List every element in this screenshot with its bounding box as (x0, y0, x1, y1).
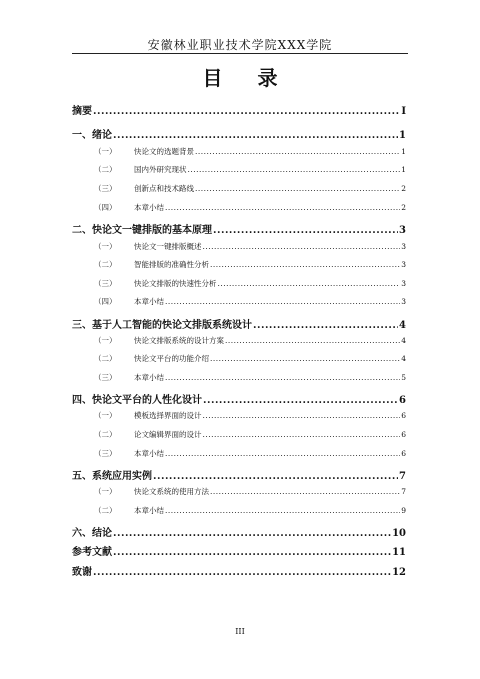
toc-dot-leader (203, 395, 398, 406)
toc-entry-page: 9 (401, 506, 406, 515)
toc-entry-number: （二） (94, 506, 117, 515)
toc-section-entry[interactable] (72, 429, 406, 440)
toc-entry-number: （二） (94, 165, 117, 174)
toc-entry-number: （一） (94, 147, 117, 156)
toc-dot-leader (188, 165, 401, 174)
toc-section-entry[interactable] (72, 259, 406, 270)
toc-dot-leader (113, 528, 391, 539)
toc-entry-label: 国内外研究现状 (134, 165, 187, 174)
toc-section-entry[interactable] (72, 335, 406, 346)
toc-section-entry[interactable] (72, 164, 406, 175)
toc-chapter-entry[interactable] (72, 221, 406, 236)
toc-entry-label: 模板选择界面的设计 (134, 411, 202, 420)
toc-entry-label: 快论文一键排版概述 (134, 242, 202, 251)
toc-section-entry[interactable] (72, 241, 406, 252)
toc-chapter-entry[interactable] (72, 102, 406, 117)
header-school-name: 安徽林业职业技术学院XXX学院 (147, 38, 333, 52)
toc-dot-leader (165, 203, 400, 212)
toc-entry-label: 智能排版的准确性分析 (134, 260, 209, 269)
toc-section-entry[interactable] (72, 296, 406, 307)
toc-dot-leader (113, 547, 391, 558)
toc-chapter-entry[interactable] (72, 391, 406, 406)
toc-entry-label: 六、结论 (72, 528, 112, 539)
toc-section-entry[interactable] (72, 448, 406, 459)
toc-dot-leader (195, 147, 400, 156)
toc-entry-page: 2 (401, 203, 406, 212)
toc-entry-label: 快论文的选题背景 (134, 147, 194, 156)
toc-entry-page: 6 (401, 430, 406, 439)
toc-entry-page: 1 (399, 130, 406, 141)
toc-dot-leader (93, 567, 391, 578)
toc-dot-leader (93, 106, 400, 117)
toc-entry-page: 1 (401, 165, 406, 174)
toc-entry-label: 创新点和技术路线 (134, 184, 194, 193)
toc-entry-label: 摘要 (72, 106, 92, 117)
toc-entry-label: 本章小结 (134, 506, 164, 515)
toc-dot-leader (165, 373, 400, 382)
toc-entry-page: 3 (401, 297, 406, 306)
toc-entry-label: 快论文系统的使用方法 (134, 487, 209, 496)
toc-entry-label: 论文编辑界面的设计 (134, 430, 202, 439)
toc-entry-page: I (401, 106, 406, 117)
toc-entry-number: （三） (94, 279, 117, 288)
toc-entry-page: 5 (401, 373, 406, 382)
toc-chapter-entry[interactable] (72, 126, 406, 141)
toc-entry-number: （二） (94, 430, 117, 439)
toc-entry-number: （二） (94, 260, 117, 269)
toc-dot-leader (165, 297, 400, 306)
toc-dot-leader (210, 354, 400, 363)
toc-section-entry[interactable] (72, 202, 406, 213)
toc-entry-page: 4 (401, 354, 406, 363)
toc-dot-leader (210, 260, 400, 269)
toc-chapter-entry[interactable] (72, 467, 406, 482)
footer-page-number: III (235, 627, 245, 636)
toc-entry-page: 11 (392, 547, 406, 558)
toc-entry-page: 3 (401, 260, 406, 269)
toc-entry-label: 快论文平台的功能介绍 (134, 354, 209, 363)
toc-entry-page: 6 (401, 411, 406, 420)
toc-chapter-entry[interactable] (72, 524, 406, 539)
toc-entry-label: 本章小结 (134, 449, 164, 458)
toc-dot-leader (153, 471, 398, 482)
toc-entry-number: （三） (94, 449, 117, 458)
toc-entry-page: 4 (399, 320, 406, 331)
toc-dot-leader (203, 411, 401, 420)
toc-entry-page: 3 (401, 242, 406, 251)
toc-entry-label: 参考文献 (72, 547, 112, 558)
toc-entry-page: 1 (401, 147, 406, 156)
toc-entry-page: 12 (392, 567, 406, 578)
toc-section-entry[interactable] (72, 353, 406, 364)
toc-section-entry[interactable] (72, 486, 406, 497)
header-rule (72, 53, 408, 54)
toc-entry-label: 致谢 (72, 567, 92, 578)
toc-entry-label: 本章小结 (134, 297, 164, 306)
toc-dot-leader (213, 225, 398, 236)
toc-section-entry[interactable] (72, 146, 406, 157)
toc-entry-label: 快论文排版的快速性分析 (134, 279, 217, 288)
toc-entry-number: （一） (94, 487, 117, 496)
toc-entry-number: （一） (94, 242, 117, 251)
toc-section-entry[interactable] (72, 505, 406, 516)
toc-entry-number: （一） (94, 411, 117, 420)
toc-entry-label: 三、基于人工智能的快论文排版系统设计 (72, 320, 252, 331)
toc-section-entry[interactable] (72, 278, 406, 289)
toc-dot-leader (113, 130, 398, 141)
toc-dot-leader (195, 184, 400, 193)
toc-title: 目 录 (202, 66, 292, 90)
toc-entry-number: （二） (94, 354, 117, 363)
toc-chapter-entry[interactable] (72, 543, 406, 558)
toc-entry-page: 3 (401, 279, 406, 288)
toc-entry-number: （四） (94, 297, 117, 306)
toc-entry-page: 6 (399, 395, 406, 406)
toc-entry-label: 四、快论文平台的人性化设计 (72, 395, 202, 406)
toc-entry-page: 7 (401, 487, 406, 496)
toc-section-entry[interactable] (72, 183, 406, 194)
toc-entry-label: 快论文排版系统的设计方案 (134, 336, 224, 345)
toc-section-entry[interactable] (72, 410, 406, 421)
toc-entry-page: 3 (399, 225, 406, 236)
toc-entry-label: 一、绪论 (72, 130, 112, 141)
toc-chapter-entry[interactable] (72, 563, 406, 578)
toc-entry-number: （三） (94, 184, 117, 193)
toc-entry-label: 本章小结 (134, 373, 164, 382)
toc-entry-label: 本章小结 (134, 203, 164, 212)
toc-entry-number: （一） (94, 336, 117, 345)
toc-entry-page: 10 (392, 528, 406, 539)
toc-entry-page: 6 (401, 449, 406, 458)
toc-entry-page: 7 (399, 471, 406, 482)
toc-entry-number: （三） (94, 373, 117, 382)
toc-dot-leader (165, 506, 400, 515)
toc-dot-leader (218, 279, 401, 288)
toc-entry-label: 二、快论文一键排版的基本原理 (72, 225, 212, 236)
toc-entry-label: 五、系统应用实例 (72, 471, 152, 482)
toc-dot-leader (253, 320, 398, 331)
toc-dot-leader (165, 449, 400, 458)
toc-section-entry[interactable] (72, 372, 406, 383)
toc-dot-leader (210, 487, 400, 496)
toc-chapter-entry[interactable] (72, 316, 406, 331)
toc-entry-page: 2 (401, 184, 406, 193)
toc-entry-page: 4 (401, 336, 406, 345)
toc-dot-leader (203, 242, 401, 251)
toc-dot-leader (225, 336, 400, 345)
toc-entry-number: （四） (94, 203, 117, 212)
toc-dot-leader (203, 430, 401, 439)
